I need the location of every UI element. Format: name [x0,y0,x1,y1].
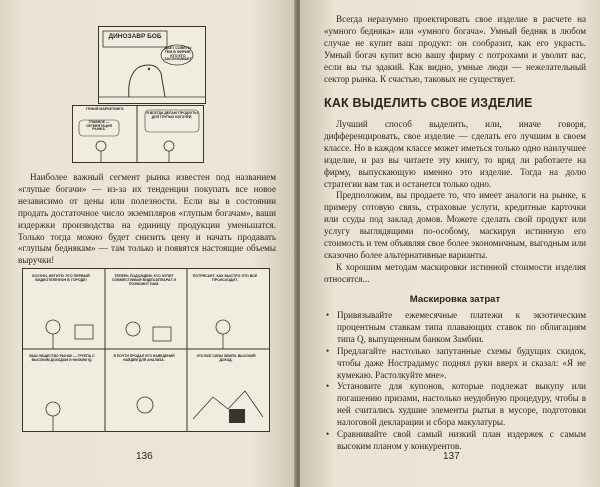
bullet-item: • Установите для купонов, которые подлежат выкупу или погашению призами, настолько неудобную процедуру, чтобы в ней считались худшие элементы рытья в мусоре, подготовки налоговой декларации и сбора макулатуры. [324,381,586,429]
panel-2-text: ТЕПЕРЬ ПОДОЖДЕМ, КТО КУПИТ СОВМЕСТИМЫЙ ВИДЕОАППАРАТ И ПОЗВОНИТ НАМ. [111,274,177,286]
right-page [300,0,600,487]
panel-3-text: ПОТРЯСАЕТ, КАК БЫСТРО ЭТО ВСЕ ПРОИСХОДИТ. [192,274,258,282]
comic-speech: ДАЕТ СОВЕТЫ ТЕМ В ФИРМЕ, КТО ЕГО ЗАСЛУЖИВАЕТ [164,46,192,62]
left-page [0,0,296,487]
intro-paragraph: Всегда неразумно проектировать свое изделие в расчете на «умного бедняка» или «умного богача». Умный бедняк в любом случае не купит ваш продукт: он сообразит, как его украсть. Умный богач купит всю вашу фирму с потрохами и уволит вас, если вы ты эдакий. Как видно, умные люди — нежелательный сектор рынка. К счастью, таковых не существует. [324,14,586,84]
subheading: Маскировка затрат [409,294,501,305]
bullet-list [324,310,586,453]
comic-speech-2: Я ВСЕГДА ДЕЛАЮ ПРОДУКТЫ ДЛЯ ГЛУПЫХ БОГАЧЕЙ. [146,111,198,119]
paragraph-1: Лучший способ выделить, или, иначе говоря, дифференцировать, свое изделие — сделать его лучшим в своем классе. Но в каждом классе может иметься только одно наилучшее изделие, и раз вы читаете эту книгу, то вряд ли работаете на фирму, выпускающую именно это изделие. Тогда на долю стратегии вам так и останется только одно. [324,119,586,189]
comic-title: ДИНОЗАВР БОБ [108,33,162,40]
paragraph-2: Предположим, вы продаете то, что имеет аналоги на рынке, к примеру сотовую связь, страховые услуги, кредитные карточки или ссуды под заклад домов. Можете сделать свой продукт или услугу выглядящими по-особому, маскируя истинную его стоимость и тем объявляя свое более экономичным, выгодным или сказочно более альтернативные варианты. [324,190,586,260]
page-number-left: 136 [136,451,153,462]
comic-marketing-genius [72,105,204,163]
paragraph-3: К хорошим методам маскировки истинной стоимости изделия относятся... [324,262,586,284]
comic-label: ГЕНИЙ МАРКЕТИНГА [86,107,124,111]
bullet-item: • Привязывайте ежемесячные платежи к экзотическим процентным ставкам типа плавающих ставок по облигациям типа Q, выпущенным банком Замбии. [324,310,586,346]
panel-1-text: БОГАЧИ, БЕГИТЕ! ЭТО ПЕРВЫЙ ВИДЕОТЕЛЕФОН В ГОРОДЕ! [32,274,90,282]
bullet-item: • Сравнивайте свой самый низкий план издержек с самым высоким планом у конкурентов. [324,429,586,453]
section-heading: КАК ВЫДЕЛИТЬ СВОЕ ИЗДЕЛИЕ [324,96,533,110]
panel-5-text: Я ПОЧТИ ПРОДАЛ ЕГО НАВЕДЕНИЯ НАЙДЕМ ДЛЯ АНАЛИЗА. [113,354,175,362]
comic-dinosaur-bob [98,26,206,104]
left-paragraph: Наиболее важный сегмент рынка известен под названием «глупые богачи» — из-за их тенденции покупать все новое независимо от цены или полезности. Если вы в состоянии продать достаточное число экземпляров «глупым богачам», ваши издержки производства на единицу продукции уменьшатся. Только тогда можно будет снизить цену и начать продавать «глупым беднякам» — там только и появятся настоящие объемы выручки! [18,172,276,266]
panel-4-text: ВАШ ОБЩЕСТВО РЫНОК — ГРУППА С ВЫСОКИМ ДОХОДОМ И НИЗКИМ IQ. [29,354,95,362]
comic-speech-1: ГЛАВНОЕ — СЕГМЕНТАЦИЯ РЫНКА. [86,120,112,132]
page-number-right: 137 [443,451,460,462]
comic-videophone [22,268,270,432]
panel-6-text: ЭТО ВСЕ СИЛЫ ЗЕМЛИ, ВЫСОКИЙ ДОХОД. [196,354,256,362]
videophone-drawing [23,269,269,431]
bullet-item: • Предлагайте настолько запутанные схемы будущих скидок, чтобы даже Нострадамус поднял руки вверх и сказал: «Я не кумекаю. Растолкуйте мне». [324,346,586,382]
